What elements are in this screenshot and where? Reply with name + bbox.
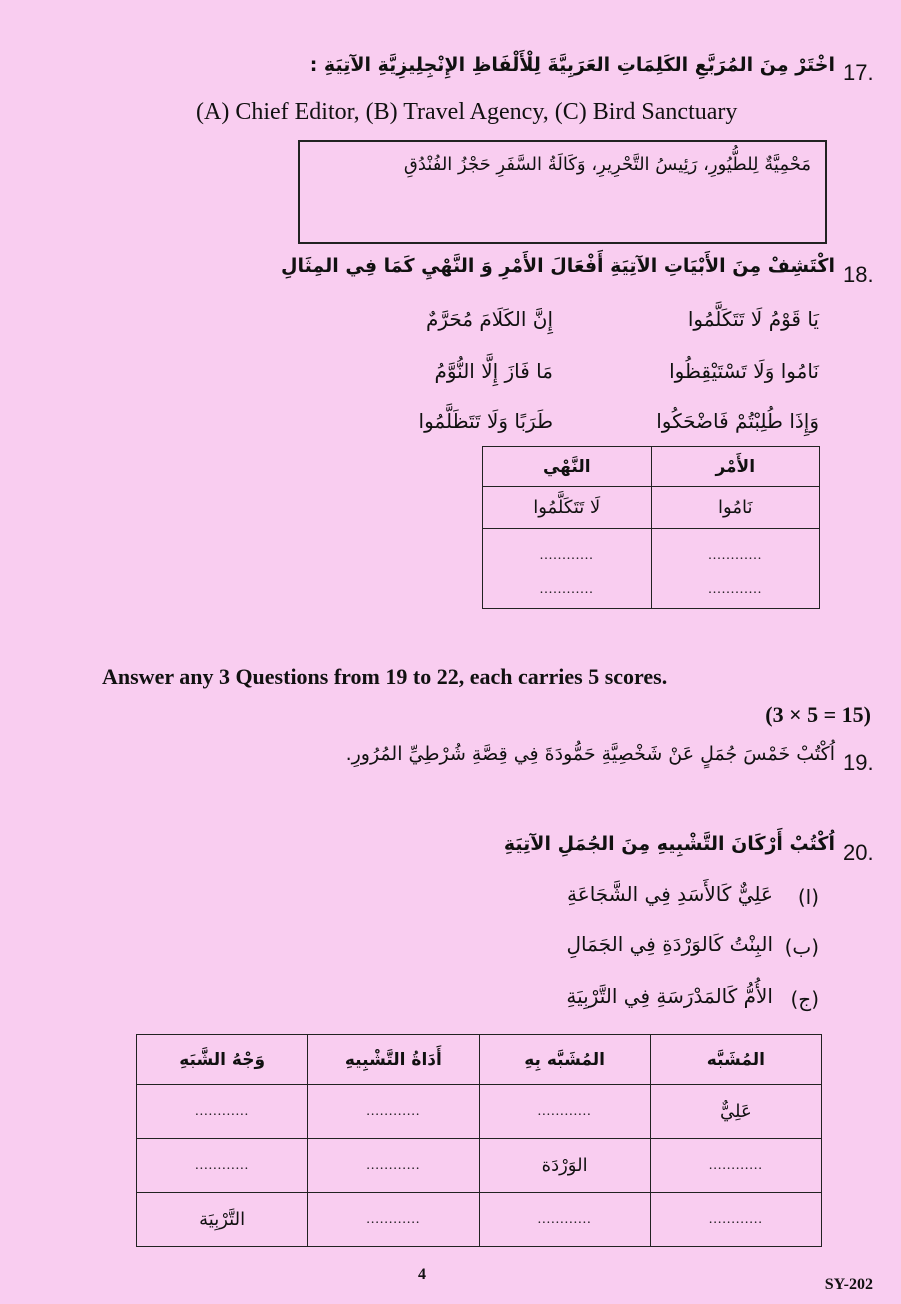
- verse-1-left: إِنَّ الكَلَامَ مُحَرَّمٌ: [425, 307, 553, 331]
- q20-question: اُكْتُبْ أَرْكَانَ التَّشْبِيهِ مِنَ الجُمَلِ الآتِيَةِ: [503, 833, 835, 855]
- q20-item-label-3: (ج): [790, 987, 819, 1011]
- page-number: 4: [418, 1266, 426, 1283]
- q20-row2-mushabbah[interactable]: ............: [650, 1139, 821, 1193]
- q20-item-label-1: (ا): [797, 885, 819, 909]
- q18-blank: ............: [539, 581, 594, 597]
- q20-row2-mushabbah-bihi: الوَرْدَة: [479, 1139, 650, 1193]
- q18-blank: ............: [708, 581, 763, 597]
- q18-number: 18.: [843, 262, 874, 287]
- q20-item-label-2: (ب): [784, 935, 819, 959]
- q20-number: 20.: [843, 840, 874, 865]
- q18-example-amr: نَامُوا: [651, 487, 820, 529]
- q20-row3-mushabbah[interactable]: ............: [650, 1193, 821, 1247]
- q17-question: اخْتَرْ مِنَ المُرَبَّعِ الكَلِمَاتِ العَرَبِيَّةَ لِلْأَلْفَاظِ الإِنْجِلِيزِيَّةِ الآتِيَةِ :: [309, 54, 835, 76]
- q20-row2-wajh[interactable]: ............: [137, 1139, 308, 1193]
- q18-answer-cell-amr[interactable]: [651, 529, 820, 609]
- section-instruction: Answer any 3 Questions from 19 to 22, each carries 5 scores.: [102, 664, 668, 689]
- q18-header-nahy: النَّهْي: [483, 447, 652, 487]
- q20-row3-adat[interactable]: ............: [308, 1193, 479, 1247]
- q18-header-amr: الأَمْر: [651, 447, 820, 487]
- section-score: (3 × 5 = 15): [765, 702, 871, 727]
- q17-word-box: [298, 140, 827, 244]
- q17-box-words: مَحْمِيَّةٌ لِلطُّيُورِ، رَئِيسُ التَّحْرِيرِ، وَكَالَةُ السَّفَرِ حَجْزُ الفُنْدُقِ: [403, 154, 811, 175]
- verse-3-left: طَرَبًا وَلَا تَتَظَلَّمُوا: [418, 409, 553, 433]
- paper-code: SY-202: [824, 1276, 873, 1293]
- q19-question: اُكْتُبْ خَمْسَ جُمَلٍ عَنْ شَخْصِيَّةِ حَمُّودَةَ فِي قِصَّةِ شُرْطِيِّ المُرُورِ.: [345, 743, 835, 765]
- q20-item-text-2: البِنْتُ كَالوَرْدَةِ فِي الجَمَالِ: [566, 932, 773, 956]
- q20-row3-wajh: التَّرْبِيَة: [137, 1193, 308, 1247]
- q18-blank: ............: [708, 547, 763, 563]
- verse-2-left: مَا فَازَ إِلَّا النُّوَّمُ: [434, 359, 553, 383]
- q20-item-text-3: الأُمُّ كَالمَدْرَسَةِ فِي التَّرْبِيَةِ: [566, 984, 773, 1008]
- q20-item-text-1: عَلِيٌّ كَالأَسَدِ فِي الشَّجَاعَةِ: [567, 882, 773, 906]
- verse-1-right: يَا قَوْمُ لَا تَتَكَلَّمُوا: [687, 307, 819, 331]
- q20-row1-wajh[interactable]: ............: [137, 1085, 308, 1139]
- q19-number: 19.: [843, 750, 874, 775]
- q17-english-terms: (A) Chief Editor, (B) Travel Agency, (C) Bird Sanctuary: [196, 99, 738, 125]
- q18-blank: ............: [539, 547, 594, 563]
- verse-2-right: نَامُوا وَلَا تَسْتَيْقِظُوا: [669, 359, 819, 383]
- q20-answer-table: [136, 1034, 822, 1247]
- q20-row3-mushabbah-bihi[interactable]: ............: [479, 1193, 650, 1247]
- q18-question: اكْتَشِفْ مِنَ الأَبْيَاتِ الآتِيَةِ أَفْعَالَ الأَمْرِ وَ النَّهْيِ كَمَا فِي المِثَالِ: [280, 255, 835, 277]
- q20-row1-adat[interactable]: ............: [308, 1085, 479, 1139]
- q18-answer-cell-nahy[interactable]: [483, 529, 652, 609]
- q20-header-wajh: وَجْهُ الشَّبَهِ: [137, 1035, 308, 1085]
- q18-example-nahy: لَا تَتَكَلَّمُوا: [483, 487, 652, 529]
- q20-header-mushabbah-bihi: المُشَبَّه بِهِ: [479, 1035, 650, 1085]
- verse-3-right: وَإِذَا طُلِبْتُمْ فَاضْحَكُوا: [656, 409, 819, 433]
- q18-answer-table: [482, 446, 820, 609]
- q17-number: 17.: [843, 60, 874, 85]
- q20-header-mushabbah: المُشَبَّه: [650, 1035, 821, 1085]
- q20-row1-mushabbah: عَلِيٌّ: [650, 1085, 821, 1139]
- q20-header-adat: أَدَاةُ التَّشْبِيهِ: [308, 1035, 479, 1085]
- q20-row1-mushabbah-bihi[interactable]: ............: [479, 1085, 650, 1139]
- q20-row2-adat[interactable]: ............: [308, 1139, 479, 1193]
